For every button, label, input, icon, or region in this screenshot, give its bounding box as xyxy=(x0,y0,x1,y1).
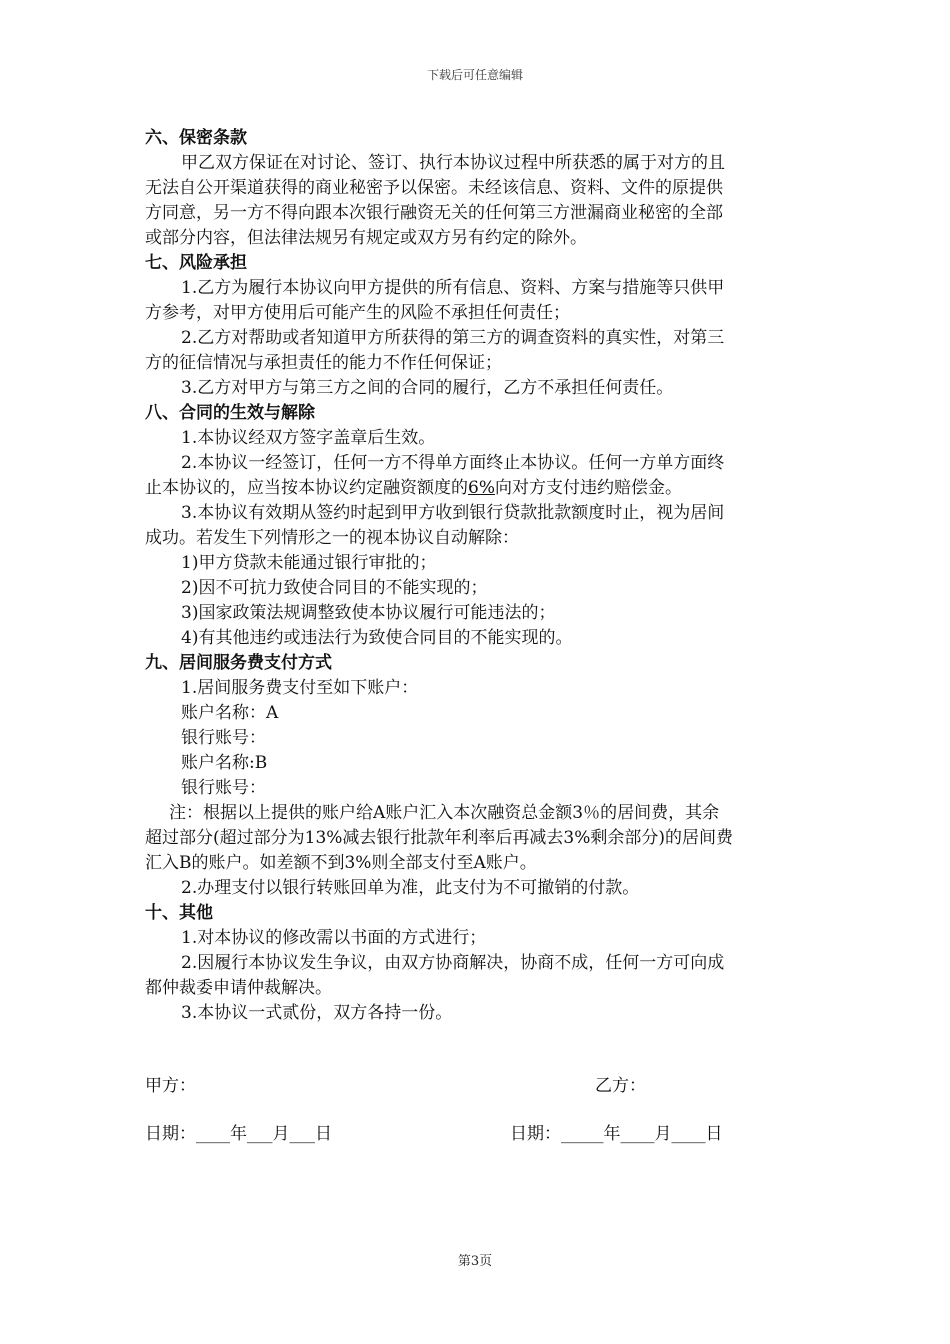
section-8-title: 八、合同的生效与解除 xyxy=(145,403,315,423)
paragraph-line: 都仲裁委申请仲裁解决。 xyxy=(145,978,332,998)
contract-body xyxy=(145,126,810,1026)
underlined-percentage: 6% xyxy=(468,478,495,498)
date-a-line: 日期：____年___月___日 xyxy=(145,1124,332,1144)
page-header-note: 下载后可任意编辑 xyxy=(426,68,523,82)
paragraph-line: 3.本协议一式贰份，双方各持一份。 xyxy=(181,1003,453,1023)
list-item: 2)因不可抗力致使合同目的不能实现的； xyxy=(181,578,488,598)
page-number: 第3页 xyxy=(457,1254,493,1269)
paragraph-line: 甲乙双方保证在对讨论、签订、执行本协议过程中所获悉的属于对方的且 xyxy=(181,153,725,173)
paragraph-line: 2.乙方对帮助或者知道甲方所获得的第三方的调查资料的真实性，对第三 xyxy=(181,328,725,348)
paragraph-line: 2.因履行本协议发生争议，由双方协商解决，协商不成，任何一方可向成 xyxy=(181,953,725,973)
bank-account-b: 银行账号： xyxy=(181,778,266,798)
section-9-title: 九、居间服务费支付方式 xyxy=(145,653,332,673)
note-line: 注：根据以上提供的账户给A账户汇入本次融资总金额3％的居间费，其余 xyxy=(169,803,720,823)
bank-account-a: 银行账号： xyxy=(181,728,266,748)
paragraph-line: 2.本协议一经签订，任何一方不得单方面终止本协议。任何一方单方面终 xyxy=(181,453,725,473)
section-7-title: 七、风险承担 xyxy=(145,253,247,273)
party-b-label: 乙方： xyxy=(595,1076,646,1096)
date-b-line: 日期：_____年____月____日 xyxy=(510,1124,723,1144)
paragraph-line: 无法自公开渠道获得的商业秘密予以保密。未经该信息、资料、文件的原提供 xyxy=(145,178,723,198)
list-item: 4)有其他违约或违法行为致使合同目的不能实现的。 xyxy=(181,628,573,648)
party-a-label: 甲方： xyxy=(145,1076,196,1096)
paragraph-line: 2.办理支付以银行转账回单为准，此支付为不可撤销的付款。 xyxy=(181,878,640,898)
section-6-title: 六、保密条款 xyxy=(145,128,247,148)
paragraph-line: 3.乙方对甲方与第三方之间的合同的履行，乙方不承担任何责任。 xyxy=(181,378,674,398)
account-name-b: 账户名称:B xyxy=(181,753,268,773)
text-segment: 止本协议的，应当按本协议约定融资额度的 xyxy=(145,478,468,498)
text-segment: 向对方支付违约赔偿金。 xyxy=(494,478,682,498)
paragraph-line: 1.对本协议的修改需以书面的方式进行； xyxy=(181,928,487,948)
paragraph-line: 或部分内容，但法律法规另有规定或双方另有约定的除外。 xyxy=(145,228,587,248)
list-item: 1)甲方贷款未能通过银行审批的； xyxy=(181,553,437,573)
list-item: 3)国家政策法规调整致使本协议履行可能违法的； xyxy=(181,603,556,623)
section-10-title: 十、其他 xyxy=(145,903,213,923)
paragraph-line: 1.居间服务费支付至如下账户： xyxy=(181,678,419,698)
note-line: 汇入B的账户。如差额不到3%则全部支付至A账户。 xyxy=(145,853,537,873)
paragraph-line: 成功。若发生下列情形之一的视本协议自动解除： xyxy=(145,528,519,548)
note-line: 超过部分(超过部分为13%减去银行批款年利率后再减去3%剩余部分)的居间费 xyxy=(145,828,734,848)
paragraph-line: 1.乙方为履行本协议向甲方提供的所有信息、资料、方案与措施等只供甲 xyxy=(181,278,725,298)
paragraph-line: 方参考，对甲方使用后可能产生的风险不承担任何责任； xyxy=(145,303,570,323)
paragraph-line xyxy=(145,476,810,501)
paragraph-line: 1.本协议经双方签字盖章后生效。 xyxy=(181,428,436,448)
account-name-a: 账户名称：A xyxy=(181,703,279,723)
paragraph-line: 3.本协议有效期从签约时起到甲方收到银行贷款批款额度时止，视为居间 xyxy=(181,503,725,523)
paragraph-line: 方的征信情况与承担责任的能力不作任何保证； xyxy=(145,353,502,373)
paragraph-line: 方同意，另一方不得向跟本次银行融资无关的任何第三方泄漏商业秘密的全部 xyxy=(145,203,723,223)
